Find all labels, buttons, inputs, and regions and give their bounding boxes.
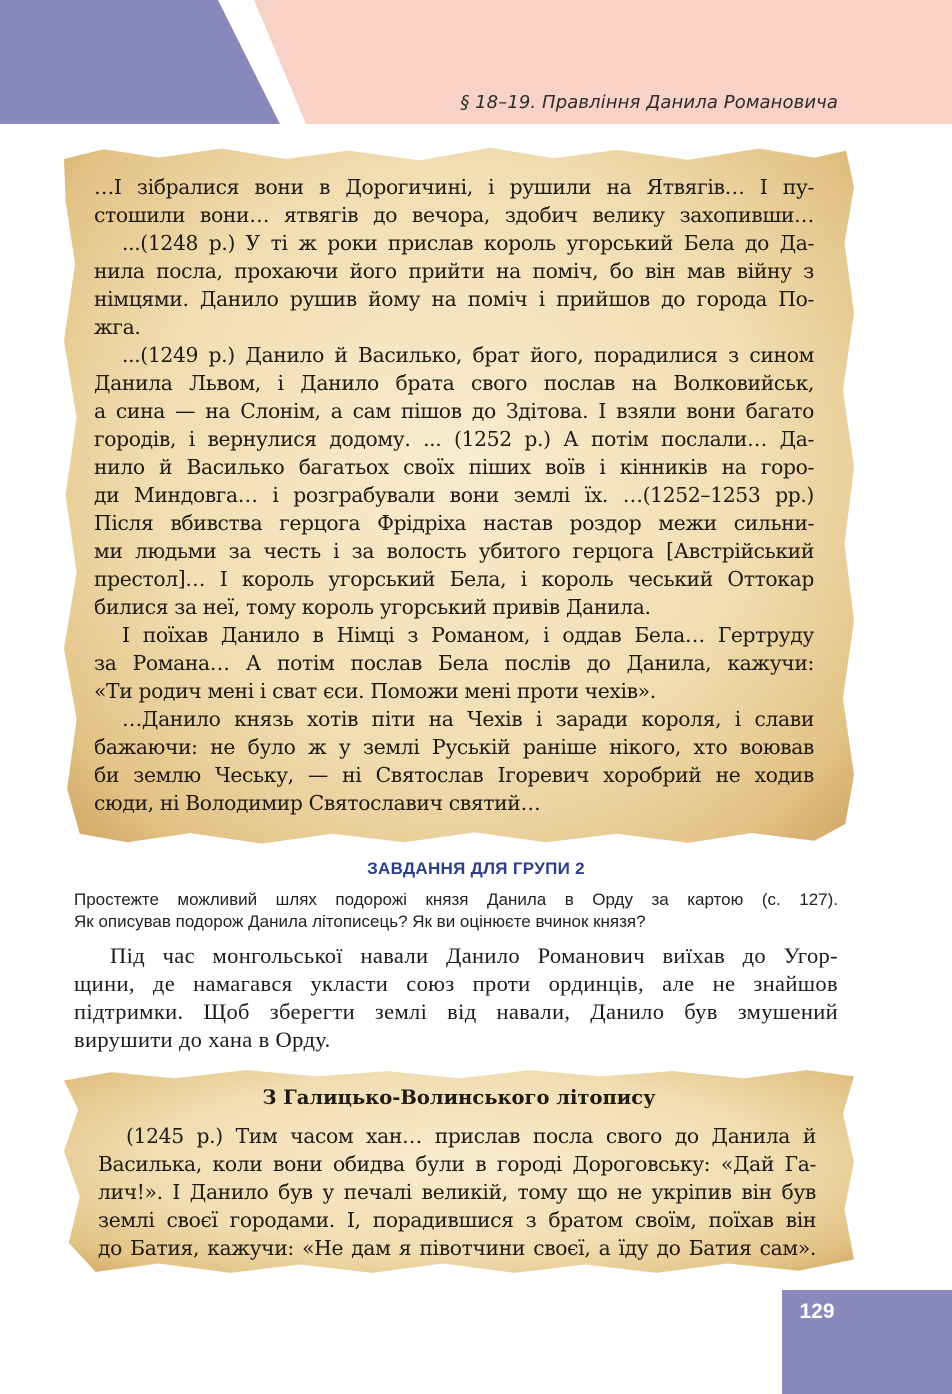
task-title: ЗАВДАННЯ ДЛЯ ГРУПИ 2 <box>367 859 585 878</box>
text-line: сюди, ні Володимир Святославич святий… <box>94 791 541 815</box>
text-line: за Романа… А потім послав Бела послів до Данила, кажучи: <box>94 651 814 675</box>
text-line: Данила Львом, і Данило брата свого послав на Волковийськ, <box>94 371 814 395</box>
text-line: підтримки. Щоб зберегти землі від навали, Данило був змушений <box>74 999 838 1024</box>
text-line: бажаючи: не було ж у землі Руській раніше нікого, хто воював <box>94 735 814 759</box>
chronicle-box-text <box>98 1122 816 1262</box>
task-line: Простежте можливий шлях подорожі князя Данила в Орду за картою (с. 127). <box>74 890 838 909</box>
section-title: § 18–19. Правління Данила Романовича <box>460 92 838 113</box>
text-line: престол]… І король угорський Бела, і король чеський Оттокар <box>94 567 814 591</box>
text-line: землі своєї городами. І, порадившися з братом своїм, поїхав він <box>98 1208 816 1232</box>
text-line: Василька, коли вони обидва були в городі Дороговську: «Дай Га- <box>98 1152 816 1176</box>
text-line: би землю Чеську, — ні Святослав Ігоревич хоробрий не ходив <box>94 763 814 787</box>
text-line: а сина — на Слонім, а сам пішов до Здітова. І взяли вони багато <box>94 399 814 423</box>
text-line: щини, де намагався укласти союз проти ординців, але не знайшов <box>74 971 838 996</box>
main-paragraph <box>74 942 838 1054</box>
text-line: (1245 р.) Тим часом хан… прислав посла свого до Данила й <box>126 1124 816 1148</box>
text-line: ми людьми за честь і за волость убитого герцога [Австрійський <box>94 539 814 563</box>
text-line: нило й Василько багатьох своїх піших воїв і кінників на горо- <box>94 455 814 479</box>
text-line: стошили вони… ятвягів до вечора, здобич велику захопивши… <box>94 203 814 227</box>
text-line: «Ти родич мені і сват єси. Поможи мені проти чехів». <box>94 679 656 703</box>
text-line: жга. <box>94 315 141 339</box>
text-line: городів, і вернулися додому. ... (1252 р.) А потім послали… Да- <box>94 427 814 451</box>
text-line: І поїхав Данило в Німці з Романом, і оддав Бела… Гертруду <box>122 623 814 647</box>
task-body <box>74 889 838 933</box>
text-line: …І зібралися вони в Дорогичині, і рушили на Ятвягів… І пу- <box>94 175 814 199</box>
text-line: …Данило князь хотів піти на Чехів і заради короля, і слави <box>122 707 814 731</box>
text-line: Під час монгольської навали Данило Романович виїхав до Угор- <box>110 943 838 968</box>
text-line: до Батия, кажучи: «Не дам я півотчини своєї, а їду до Батия сам». <box>98 1236 816 1260</box>
text-line: билися за неї, тому король угорський привів Данила. <box>94 595 651 619</box>
page-number: 129 <box>799 1300 835 1323</box>
text-line: вирушити до хана в Орду. <box>74 1027 331 1052</box>
text-line: ...(1248 р.) У ті ж роки прислав король угорський Бела до Да- <box>122 231 814 255</box>
header-band-left <box>0 0 280 124</box>
text-line: ...(1249 р.) Данило й Василько, брат його, порадилися з сином <box>122 343 814 367</box>
chronicle-excerpt <box>94 173 814 817</box>
text-line: Після вбивства герцога Фрідріха настав роздор межи сильни- <box>94 511 814 535</box>
chronicle-heading: З Галицько-Волинського літопису <box>262 1086 656 1109</box>
task-line: Як описував подорож Данила літописець? Як ви оцінюєте вчинок князя? <box>74 912 646 931</box>
page-number-tab <box>782 1290 952 1394</box>
text-line: ди Миндовга… і розграбували вони землі їх. …(1252–1253 рр.) <box>94 483 814 507</box>
text-line: німцями. Данило рушив йому на поміч і прийшов до города По- <box>94 287 814 311</box>
text-line: лич!». І Данило був у печалі великій, тому що не укріпив він був <box>98 1180 816 1204</box>
text-line: нила посла, прохаючи його прийти на поміч, бо він мав війну з <box>94 259 814 283</box>
